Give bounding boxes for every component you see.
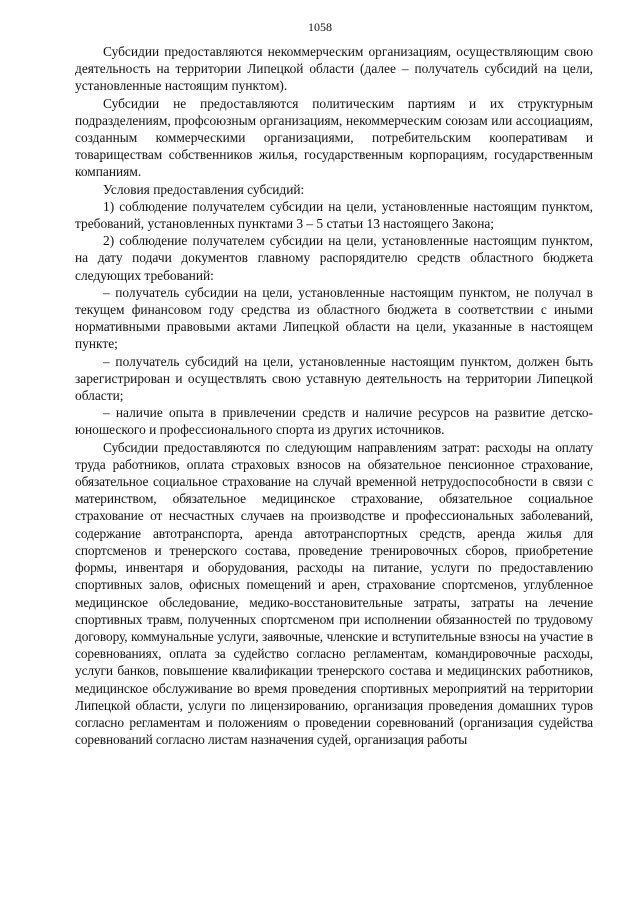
paragraph-requirement-1: – получатель субсидии на цели, установленные настоящим пунктом, не получал в текущем финансовом году средства из областного бюджета в соответствии с иными нормативными правовыми актами Липецкой области на цели, указанные в настоящем пункте; xyxy=(75,284,593,352)
paragraph-exclusions: Субсидии не предоставляются политическим партиям и их структурным подразделениям, профсоюзным организациям, некоммерческим союзам или ассоциациям, созданным коммерческими организациями, потребительским кооперативам и товариществам собственников жилья, государственным корпорациям, государственным компаниям. xyxy=(75,95,593,180)
paragraph-conditions-heading: Условия предоставления субсидий: xyxy=(103,181,305,197)
document-body xyxy=(75,43,593,748)
paragraph-requirement-3: – наличие опыта в привлечении средств и наличие ресурсов на развитие детско-юношеского и профессионального спорта из других источников. xyxy=(75,405,593,438)
paragraph-condition-2: 2) соблюдение получателем субсидии на цели, установленные настоящим пунктом, на дату подачи документов главному распорядителю средств областного бюджета следующих требований: xyxy=(75,233,593,283)
paragraph-condition-1: 1) соблюдение получателем субсидии на цели, установленные настоящим пунктом, требований, установленных пунктами 3 – 5 статьи 13 настоящего Закона; xyxy=(75,198,593,232)
paragraph-recipients: Субсидии предоставляются некоммерческим организациям, осуществляющим свою деятельность на территории Липецкой области (далее – получатель субсидий на цели, установленные настоящим пунктом). xyxy=(75,44,593,94)
paragraph-requirement-2: – получатель субсидий на цели, установленные настоящим пунктом, должен быть зарегистрирован и осуществлять свою уставную деятельность на территории Липецкой области; xyxy=(75,353,593,404)
paragraph-expense-directions: Субсидии предоставляются по следующим направлениям затрат: расходы на оплату труда работников, оплата страховых взносов на обязательное пенсионное страхование, обязательное социальное страхование на случай временной нетрудоспособности в связи с материнством, обязательное медицинское страхование, обязательное социальное страхование от несчастных случаев на производстве и профессиональных заболеваний, содержание автотранспорта, аренда автотранспортных средств, аренда жилья для спортсменов и тренерского состава, проведение тренировочных сборов, приобретение формы, инвентаря и оборудования, расходы на питание, услуги по предоставлению спортивных залов, офисных помещений и арен, страхование спортсменов, углубленное медицинское обследование, медико-восстановительные затраты, затраты на лечение спортивных травм, полученных спортсменом при исполнении обязанностей по трудовому договору, коммунальные услуги, заявочные, членские и вступительные взносы на участие в соревнованиях, оплата за судейство согласно регламентам, командировочные расходы, услуги банков, повышение квалификации тренерского состава и медицинских работников, медицинское обслуживание во время проведения спортивных мероприятий на территории Липецкой области, услуги по лицензированию, организация проведения домашних туров согласно регламентам и положениям о проведении соревнований (организация судейства соревнований согласно листам назначения судей, организация работы xyxy=(75,439,593,748)
page-number: 1058 xyxy=(308,20,332,34)
